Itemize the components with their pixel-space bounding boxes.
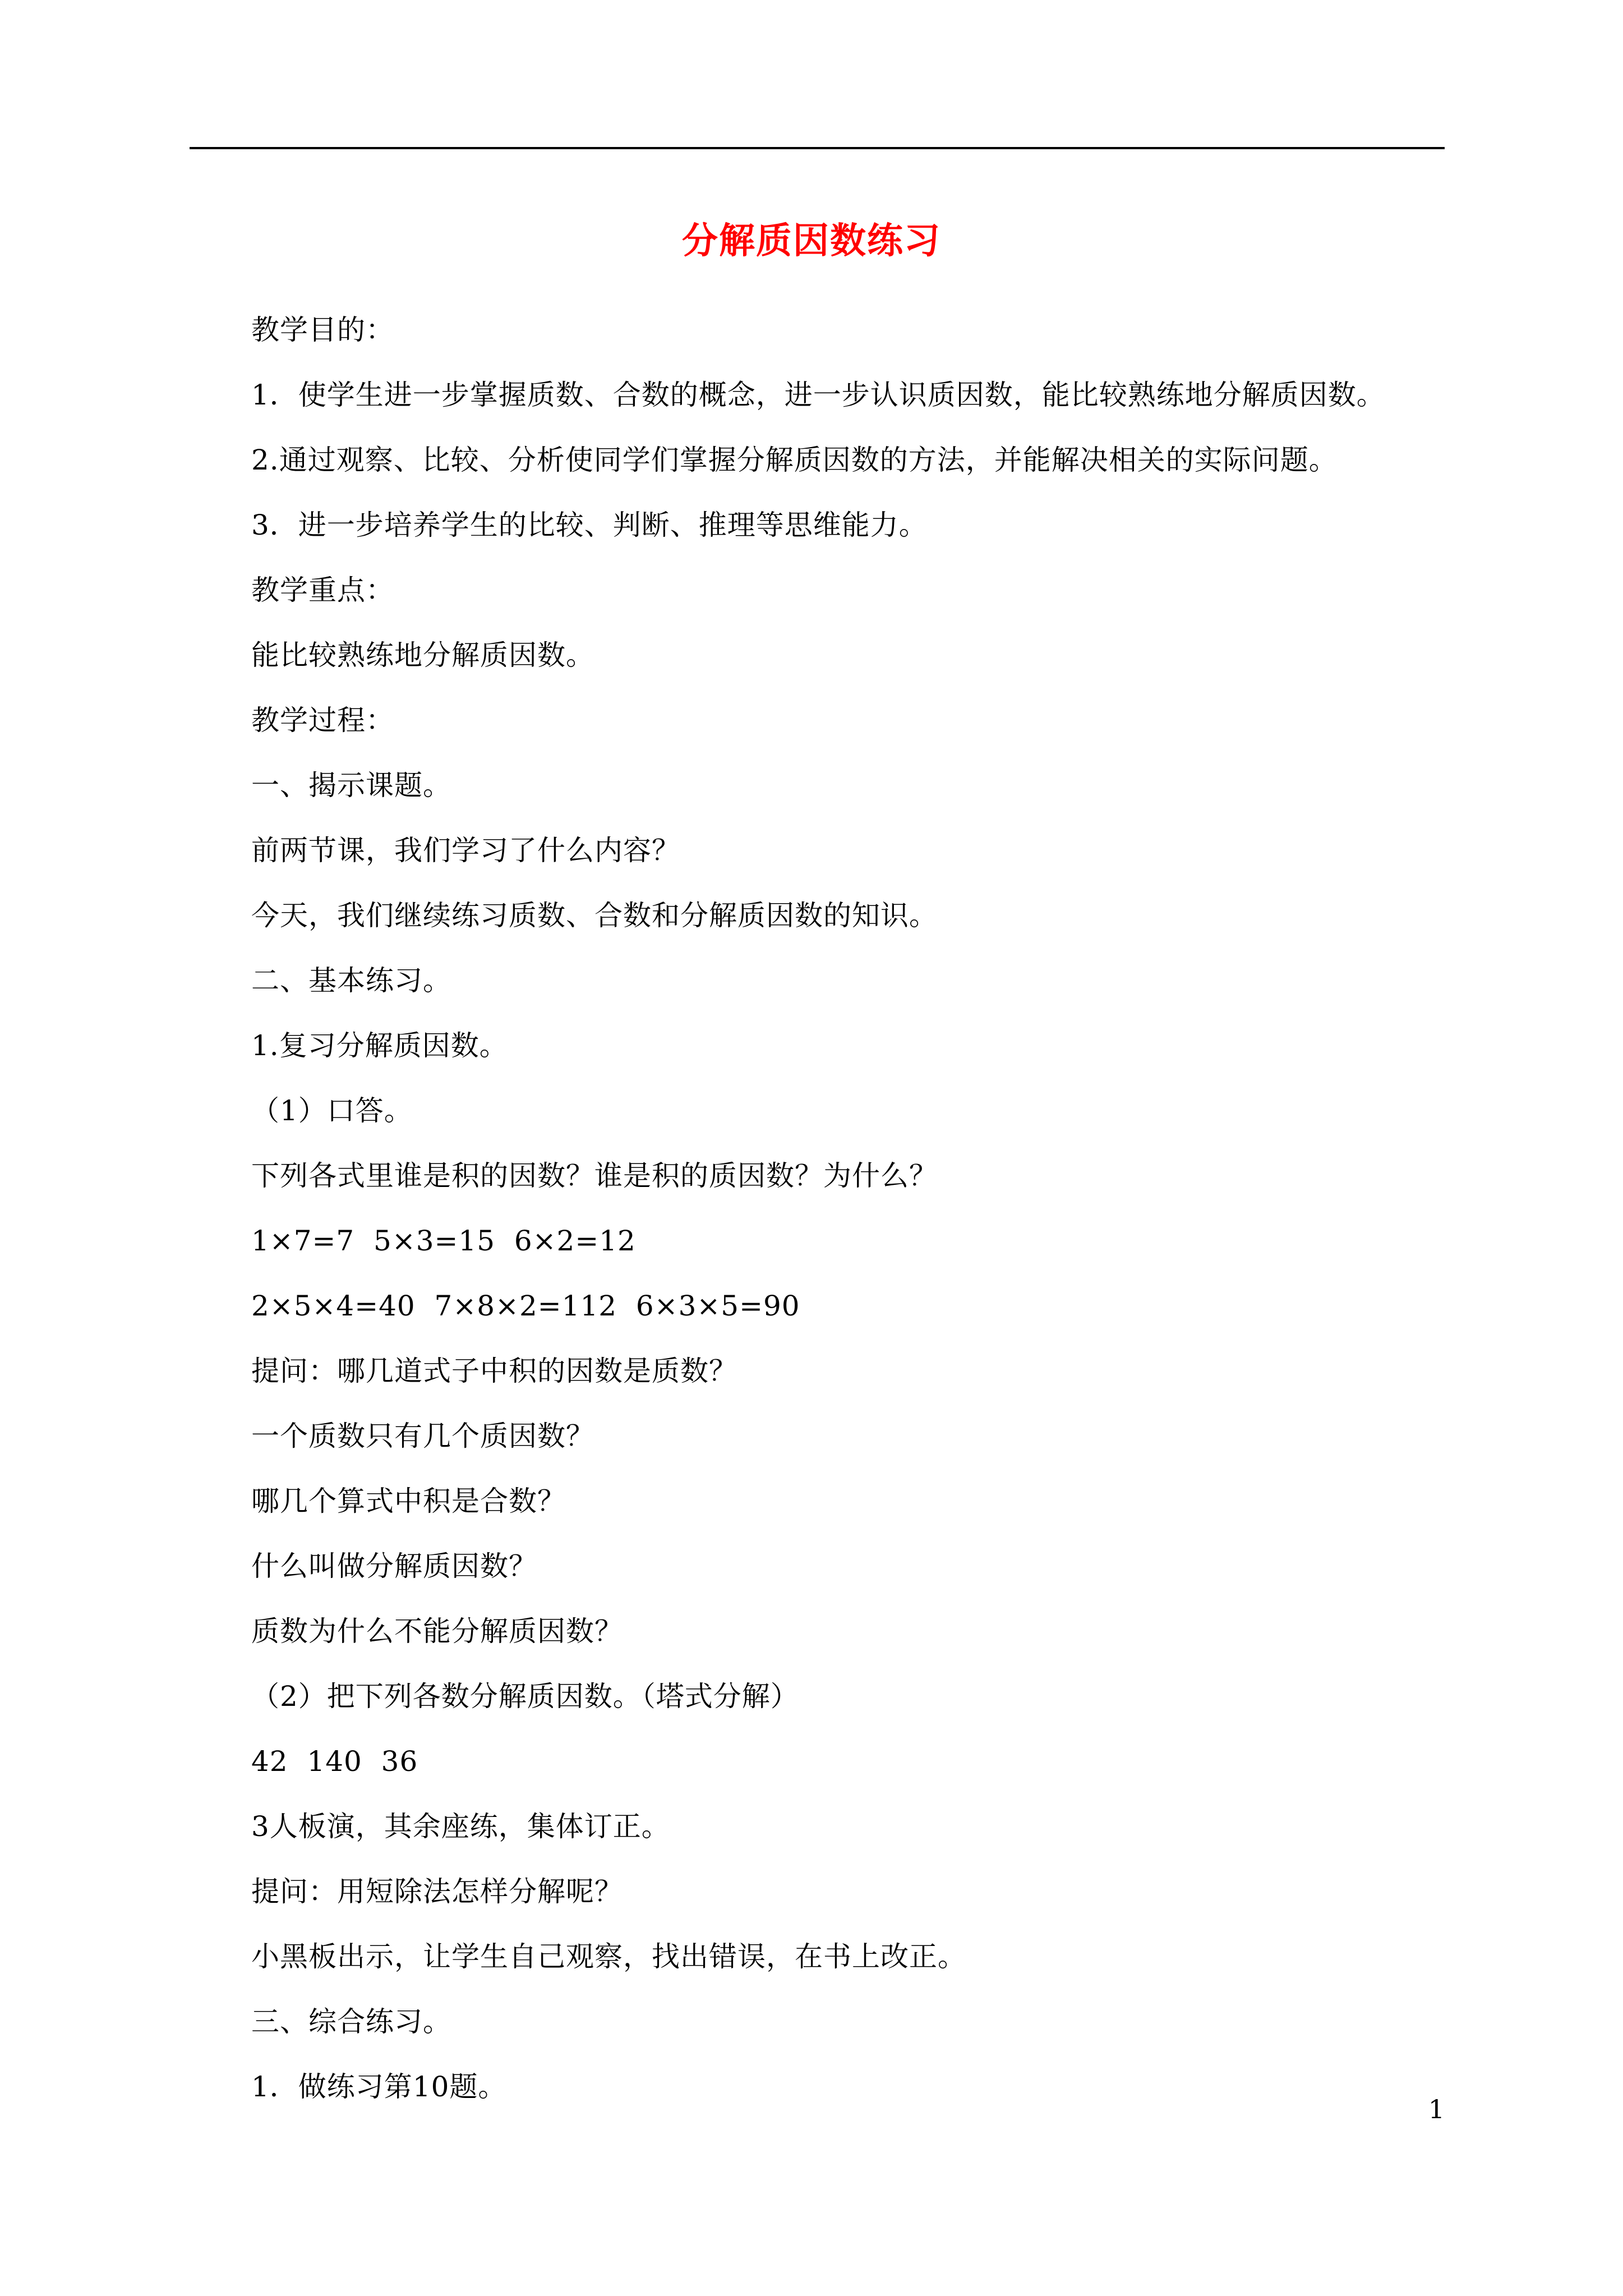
body-line: 二、基本练习。	[251, 964, 451, 997]
body-line: 一个质数只有几个质因数？	[251, 1420, 594, 1452]
body-line: 哪几个算式中积是合数？	[251, 1485, 566, 1517]
body-line: 3人板演，其余座练，集体订正。	[251, 1810, 670, 1843]
body-line: 2×5×4=40 7×8×2=112 6×3×5=90	[251, 1290, 800, 1322]
body-line: 教学目的：	[251, 314, 394, 346]
body-line: （1）口答。	[251, 1094, 413, 1127]
body-line: （2）把下列各数分解质因数。（塔式分解）	[251, 1680, 799, 1713]
body-line: 今天，我们继续练习质数、合数和分解质因数的知识。	[251, 899, 938, 932]
document-title: 分解质因数练习	[682, 220, 941, 262]
body-line: 提问：用短除法怎样分解呢？	[251, 1875, 623, 1908]
body-line: 小黑板出示，让学生自己观察，找出错误，在书上改正。	[251, 1940, 966, 1973]
body-line: 1×7=7 5×3=15 6×2=12	[251, 1225, 636, 1257]
body-line: 教学过程：	[251, 704, 394, 737]
body-line: 1.复习分解质因数。	[251, 1029, 508, 1062]
body-line: 2.通过观察、比较、分析使同学们掌握分解质因数的方法，并能解决相关的实际问题。	[251, 444, 1338, 476]
body-line: 3．进一步培养学生的比较、判断、推理等思维能力。	[251, 509, 928, 541]
body-line: 质数为什么不能分解质因数？	[251, 1615, 623, 1648]
body-line: 1．做练习第10题。	[251, 2070, 507, 2103]
body-line: 三、综合练习。	[251, 2005, 451, 2038]
header-rule	[190, 147, 1445, 149]
page-number: 1	[1428, 2094, 1445, 2124]
body-line: 一、揭示课题。	[251, 769, 451, 802]
body-line: 前两节课，我们学习了什么内容？	[251, 834, 680, 867]
body-line: 能比较熟练地分解质因数。	[251, 639, 594, 671]
body-line: 什么叫做分解质因数？	[251, 1550, 537, 1582]
body-line: 1．使学生进一步掌握质数、合数的概念，进一步认识质因数，能比较熟练地分解质因数。	[251, 379, 1385, 411]
body-line: 提问：哪几道式子中积的因数是质数？	[251, 1355, 737, 1387]
body-line: 下列各式里谁是积的因数？谁是积的质因数？为什么？	[251, 1159, 938, 1192]
body-line: 42 140 36	[251, 1745, 418, 1778]
body-line: 教学重点：	[251, 574, 394, 606]
document-body	[251, 297, 1445, 2119]
